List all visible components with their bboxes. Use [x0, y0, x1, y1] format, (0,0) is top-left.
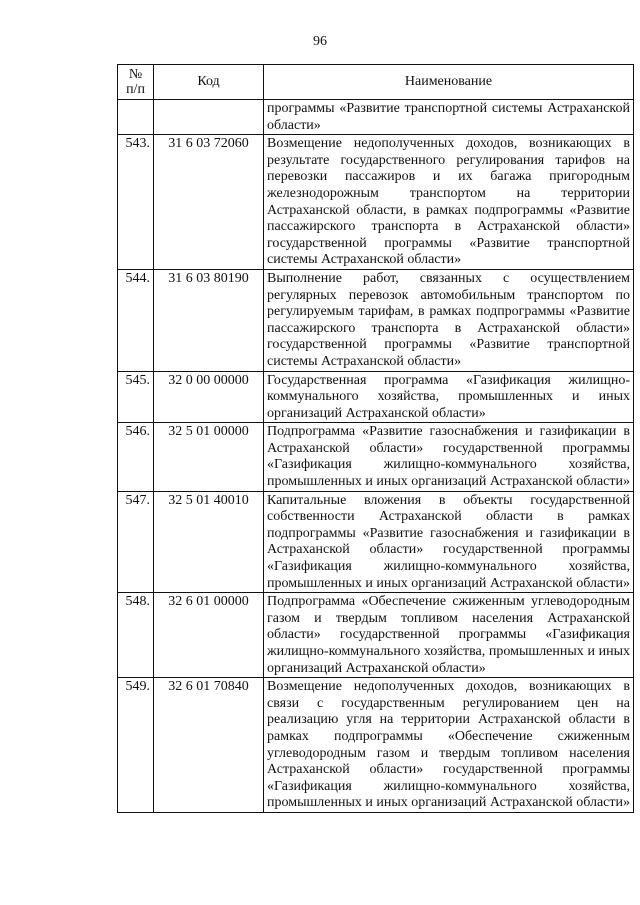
row-name: программы «Развитие транспортной системы Астраханской области» [264, 100, 634, 135]
header-name: Наименование [264, 65, 634, 100]
row-code: 32 5 01 00000 [154, 423, 264, 491]
row-number: 548. [118, 593, 154, 678]
table-row [118, 269, 634, 371]
row-number: 544. [118, 269, 154, 371]
row-name: Возмещение недополученных доходов, возникающих в результате государственного регулирования тарифов на перевозки пассажиров и их багажа пригородным железнодорожным транспортом на территории Астраханской области, в рамках подпрограммы «Развитие пассажирского транспорта в Астраханской области» государственной программы «Развитие транспортной системы Астраханской области» [264, 135, 634, 270]
row-number: 543. [118, 135, 154, 270]
row-name: Выполнение работ, связанных с осуществлением регулярных перевозок автомобильным транспортом по регулируемым тарифам, в рамках подпрограммы «Развитие пассажирского транспорта в Астраханской области» государственной программы «Развитие транспортной системы Астраханской области» [264, 269, 634, 371]
row-name: Подпрограмма «Обеспечение сжиженным углеводородным газом и твердым топливом населения Астраханской области» государственной программы «Газификация жилищно-коммунального хозяйства, промышленных и иных организаций Астраханской области» [264, 593, 634, 678]
table-header-row [118, 65, 634, 100]
row-number: 549. [118, 678, 154, 813]
row-name: Капитальные вложения в объекты государственной собственности Астраханской области в рамках подпрограммы «Развитие газоснабжения и газификации в Астраханской области» государственной программы «Газификация жилищно-коммунального хозяйства, промышленных и иных организаций Астраханской области» [264, 491, 634, 593]
table-row [118, 491, 634, 593]
row-code: 32 5 01 40010 [154, 491, 264, 593]
row-code: 32 6 01 00000 [154, 593, 264, 678]
table-row [118, 593, 634, 678]
row-name: Подпрограмма «Развитие газоснабжения и газификации в Астраханской области» государственной программы «Газификация жилищно-коммунального хозяйства, промышленных и иных организаций Астраханской области» [264, 423, 634, 491]
row-number [118, 100, 154, 135]
row-number: 546. [118, 423, 154, 491]
table-row [118, 100, 634, 135]
row-number: 547. [118, 491, 154, 593]
row-name: Возмещение недополученных доходов, возникающих в связи с государственным регулированием цен на реализацию угля на территории Астраханской области в рамках подпрограммы «Обеспечение сжиженным углеводородным газом и твердым топливом населения Астраханской области» государственной программы «Газификация жилищно-коммунального хозяйства, промышленных и иных организаций Астраханской области» [264, 678, 634, 813]
table-row [118, 423, 634, 491]
page-number: 96 [313, 34, 327, 49]
table-body [118, 100, 634, 813]
budget-codes-table [117, 64, 634, 813]
table-row [118, 371, 634, 423]
row-code: 32 6 01 70840 [154, 678, 264, 813]
row-code: 31 6 03 72060 [154, 135, 264, 270]
row-name: Государственная программа «Газификация жилищно-коммунального хозяйства, промышленных и иных организаций Астраханской области» [264, 371, 634, 423]
row-code: 31 6 03 80190 [154, 269, 264, 371]
header-number: № п/п [118, 65, 154, 100]
table-row [118, 135, 634, 270]
row-code: 32 0 00 00000 [154, 371, 264, 423]
row-code [154, 100, 264, 135]
table-row [118, 678, 634, 813]
header-code: Код [154, 65, 264, 100]
row-number: 545. [118, 371, 154, 423]
